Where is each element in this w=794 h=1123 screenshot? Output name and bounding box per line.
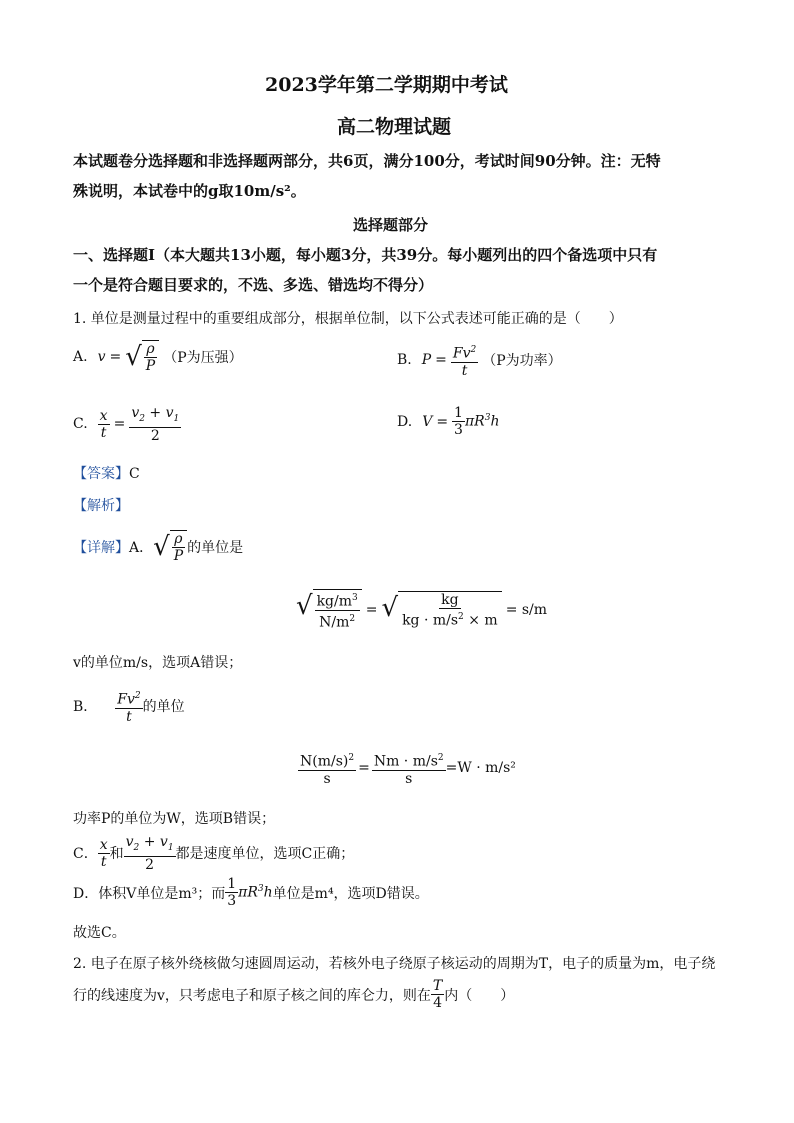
detail-b-line: B． $\frac{Fv^2}{t}$ 的单位 — [73, 688, 185, 725]
detail-d-line: D．体积V单位是m³；而 $\frac{1}{3}$ $\pi R^3h$ 单位是m⁴，选项D错误。 — [73, 876, 429, 909]
detail-tag: 【详解】 — [73, 540, 129, 556]
line-power-unit: 功率P的单位为W，选项B错误； — [73, 811, 276, 827]
intro-line-1: 本试题卷分选择题和非选择题两部分，共6页，满分100分，考试时间90分钟。注：无特 — [73, 152, 661, 170]
conclusion: 故选C。 — [73, 925, 126, 941]
question-1-stem: 1. 单位是测量过程中的重要组成部分，根据单位制，以下公式表述可能正确的是（ ） — [73, 311, 623, 327]
detail-b-tail: 的单位 — [142, 699, 185, 716]
option-d: D. V = $\frac{1}{3}$ $\pi R^3h$ — [397, 405, 500, 438]
option-b-label: B. — [397, 352, 412, 369]
detail-a-tail: 的单位是 — [187, 540, 244, 556]
intro-line-2: 殊说明，本试卷中的g取10m/s²。 — [73, 182, 306, 200]
exam-title: 2023学年第二学期期中考试 — [265, 74, 508, 96]
question-2-stem-line-1: 2. 电子在原子核外绕核做匀速圆周运动，若核外电子绕原子核运动的周期为T，电子的质量为m，电子绕 — [73, 956, 716, 972]
analysis-tag: 【解析】 — [73, 498, 129, 514]
detail-d-tail: 单位是m⁴，选项D错误。 — [272, 885, 429, 902]
part-line-1: 一、选择题Ⅰ（本大题共13小题，每小题3分，共39分。每小题列出的四个备选项中只有 — [73, 246, 658, 264]
option-c: C. $\frac{x}{t}$ = $\frac{v_2 + v_1}{2}$ — [73, 405, 180, 444]
equation-unit-a: √ $\frac{kg/m^3}{N/m^2}$ = √ $\frac{kg}{kg \cdot m/s^2 \times m}$ = s/m — [296, 591, 548, 631]
question-2-line-2-head: 行的线速度为v，只考虑电子和原子核之间的库仑力，则在 — [73, 987, 431, 1004]
line-v-unit: v的单位m/s，选项A错误； — [73, 655, 243, 671]
option-c-label: C. — [73, 416, 88, 433]
detail-d-head: D．体积V单位是m³；而 — [73, 885, 226, 902]
option-b: B. P = $\frac{Fv^2}{t}$ （P为功率） — [397, 342, 562, 379]
answer-value: C — [129, 466, 140, 482]
equation-unit-b-result: =W · m/s² — [445, 760, 516, 777]
option-a-note: （P为压强） — [163, 350, 243, 366]
option-b-formula: $\frac{Fv^2}{t}$ — [451, 342, 478, 379]
detail-a-label: A． — [129, 540, 154, 556]
detail-c-line: C． $\frac{x}{t}$ 和 $\frac{v_2 + v_1}{2}$ 都是速度单位，选项C正确； — [73, 834, 355, 873]
equation-unit-b: $\frac{N(m/s)^2}{s}$ = $\frac{Nm \cdot m/s^2}{s}$ =W · m/s² — [298, 750, 516, 787]
question-2-line-2-tail: 内（ ） — [444, 987, 515, 1004]
detail-b-label: B． — [73, 699, 98, 716]
option-b-note: （P为功率） — [482, 353, 562, 370]
detail-c-head: C． — [73, 846, 98, 863]
detail-c-mid: 和 — [109, 846, 124, 863]
option-a-label: A. — [73, 349, 88, 365]
option-a: A. v = √ $\frac{\rho}{P}$ （P为压强） — [73, 341, 243, 374]
option-c-formula: $\frac{v_2 + v_1}{2}$ — [131, 405, 180, 444]
part-line-2: 一个是符合题目要求的，不选、多选、错选均不得分） — [73, 276, 434, 294]
answer-line — [73, 463, 140, 483]
answer-tag: 【答案】 — [73, 466, 129, 482]
exam-subtitle: 高二物理试题 — [337, 116, 452, 138]
section-heading: 选择题部分 — [353, 216, 429, 234]
question-2-stem-line-2: 行的线速度为v，只考虑电子和原子核之间的库仑力，则在 $\frac{T}{4}$ 内（ ） — [73, 978, 515, 1011]
option-a-formula: √ $\frac{\rho}{P}$ — [125, 340, 159, 374]
detail-a-line: 【详解】 A． √ $\frac{\rho}{P}$ 的单位是 — [73, 531, 244, 564]
option-d-label: D. — [397, 413, 413, 430]
equation-unit-a-result: = s/m — [505, 601, 548, 618]
detail-c-tail: 都是速度单位，选项C正确； — [175, 846, 355, 863]
option-d-formula: $\pi R^3h$ — [464, 413, 500, 430]
